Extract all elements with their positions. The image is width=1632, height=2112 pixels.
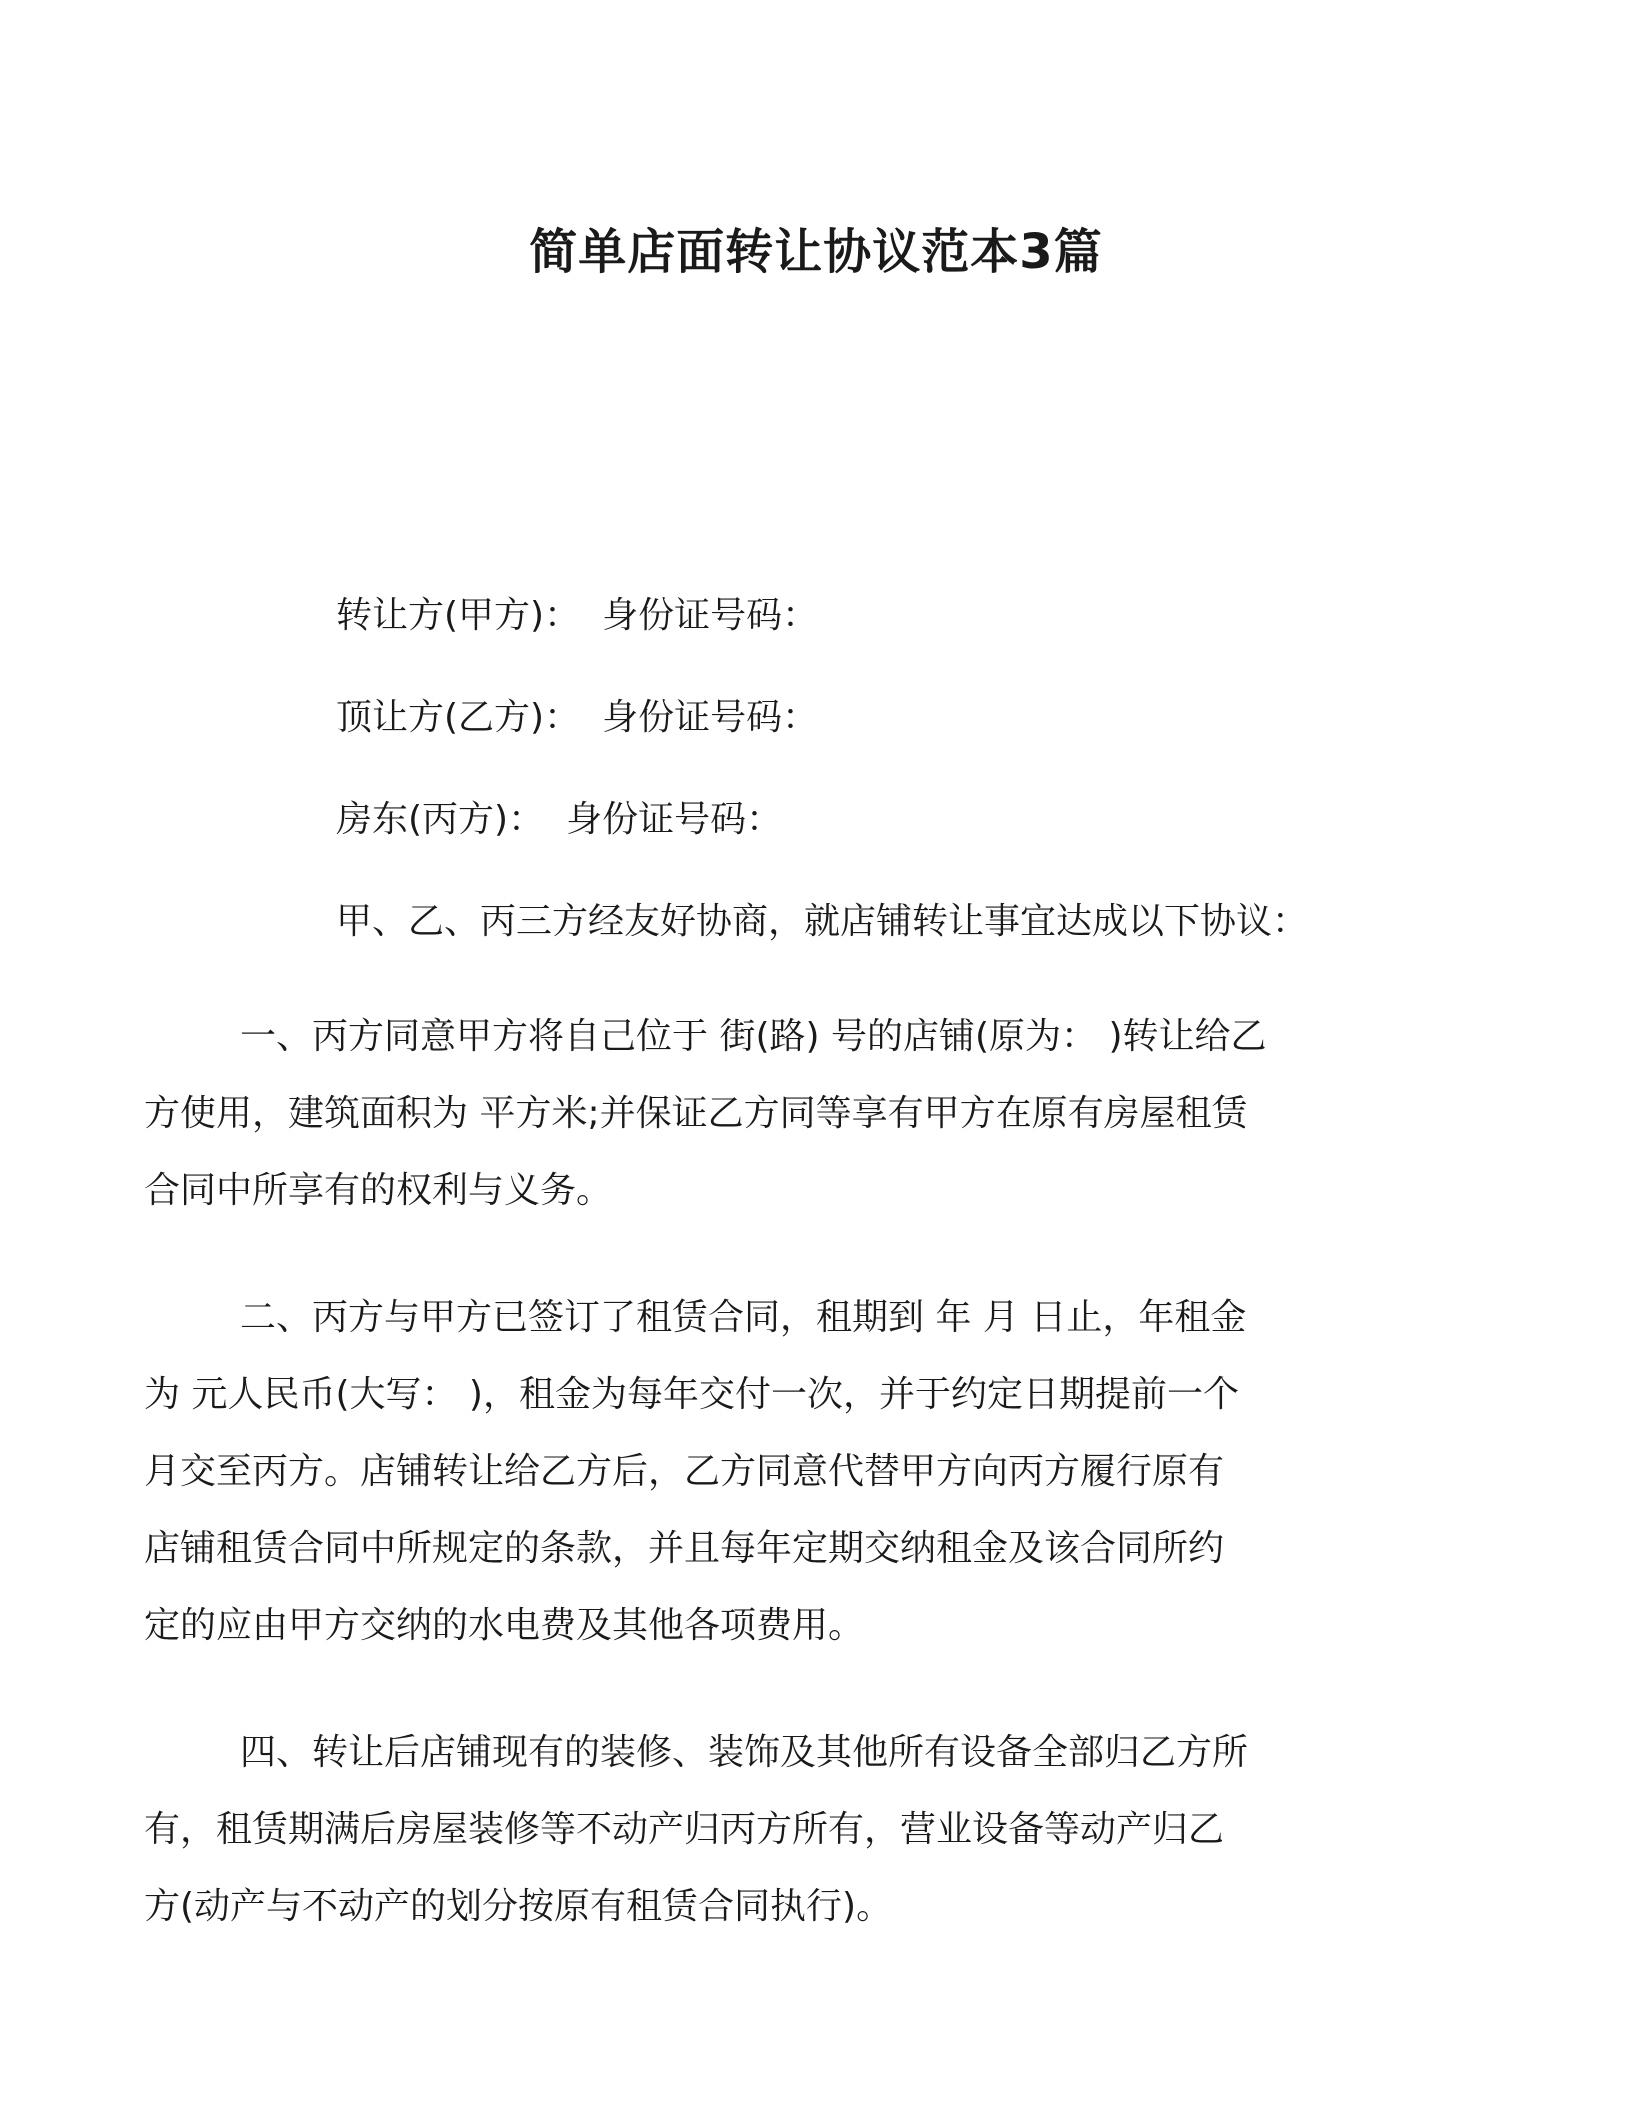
clause-line: 四、转让后店铺现有的装修、装饰及其他所有设备全部归乙方所 — [240, 1732, 1249, 1773]
party-label: 房东(丙方)： — [336, 799, 545, 840]
clause-line: 定的应由甲方交纳的水电费及其他各项费用。 — [144, 1605, 865, 1646]
document-body — [144, 590, 1380, 1995]
document-title: 简单店面转让协议范本3篇 — [529, 224, 1103, 280]
party-label: 顶让方(乙方)： — [336, 697, 581, 738]
clause-line: 合同中所享有的权利与义务。 — [144, 1170, 613, 1211]
clause-4 — [144, 1714, 1380, 1945]
id-number-label: 身份证号码： — [566, 799, 783, 840]
party-line-transferee — [240, 692, 1380, 744]
id-number-label: 身份证号码： — [602, 697, 819, 738]
clause-line: 店铺租赁合同中所规定的条款，并且每年定期交纳租金及该合同所约 — [144, 1528, 1225, 1569]
party-line-transferor — [240, 590, 1380, 642]
clause-line: 月交至丙方。店铺转让给乙方后，乙方同意代替甲方向丙方履行原有 — [144, 1451, 1225, 1492]
clause-line: 方使用，建筑面积为 平方米;并保证乙方同等享有甲方在原有房屋租赁 — [144, 1093, 1248, 1134]
clause-1 — [144, 998, 1380, 1229]
clause-line: 方(动产与不动产的划分按原有租赁合同执行)。 — [144, 1886, 893, 1927]
clause-line: 有，租赁期满后房屋装修等不动产归丙方所有，营业设备等动产归乙 — [144, 1809, 1225, 1850]
clause-line: 二、丙方与甲方已签订了租赁合同，租期到 年 月 日止，年租金 — [240, 1297, 1247, 1338]
clause-2 — [144, 1279, 1380, 1664]
party-label: 转让方(甲方)： — [336, 595, 581, 636]
agreement-intro: 甲、乙、丙三方经友好协商，就店铺转让事宜达成以下协议： — [336, 901, 1309, 942]
clause-line: 一、丙方同意甲方将自己位于 街(路) 号的店铺(原为： )转让给乙 — [240, 1016, 1267, 1057]
party-line-landlord — [240, 794, 1380, 846]
clause-line: 为 元人民币(大写： )，租金为每年交付一次，并于约定日期提前一个 — [144, 1374, 1239, 1415]
id-number-label: 身份证号码： — [602, 595, 819, 636]
